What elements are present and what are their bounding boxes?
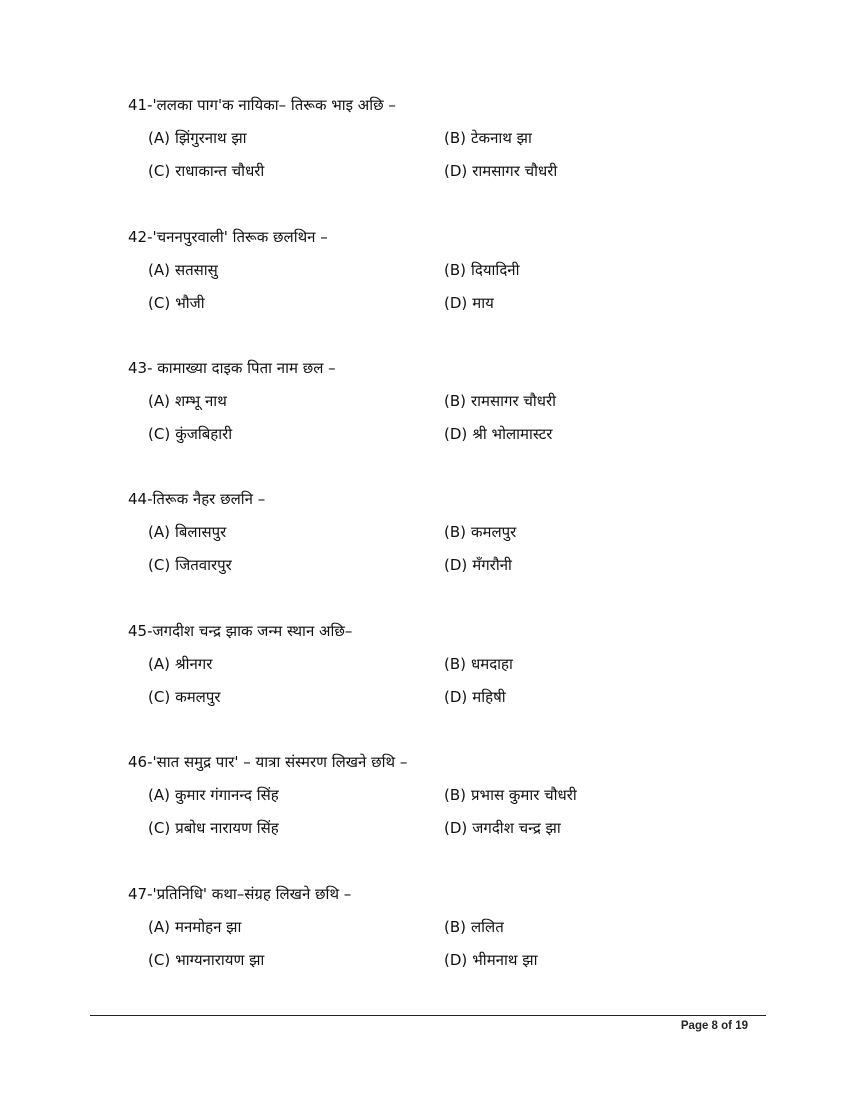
option-row [128,641,768,674]
question-46 [128,752,768,838]
option-text: धमदाहा [471,655,513,673]
option-text: श्री भोलामास्टर [472,425,553,443]
option-letter: (A) [148,786,170,804]
option-letter: (C) [148,425,171,443]
option-text: राधाकान्त चौधरी [175,162,265,180]
option-b [444,785,577,805]
question-45 [128,621,768,707]
option-row [128,937,768,970]
question-text: 47-'प्रतिनिधि' कथा–संग्रह लिखने छथि – [128,885,352,903]
option-text: जितवारपुर [175,556,232,574]
option-text: कमलपुर [471,523,517,541]
option-b [444,522,516,542]
option-text: सतसासु [174,261,218,279]
option-letter: (B) [444,392,466,410]
option-text: टेकनाथ झा [471,129,532,147]
option-letter: (D) [444,425,468,443]
option-letter: (B) [444,786,466,804]
option-c [148,424,232,444]
question-text: 41-'ललका पाग'क नायिका– तिरूक भाइ अछि – [128,96,396,114]
question-text: 43- कामाख्या दाइक पिता नाम छल – [128,359,336,377]
option-letter: (C) [148,951,171,969]
option-text: महिषी [472,688,506,706]
option-c [148,555,232,575]
question-41 [128,95,768,181]
option-letter: (A) [148,129,170,147]
option-letter: (A) [148,523,170,541]
option-text: कमलपुर [175,688,221,706]
option-text: बिलासपुर [174,523,227,541]
option-letter: (B) [444,655,466,673]
option-text: प्रभास कुमार चौधरी [471,786,577,804]
option-a [148,128,247,148]
option-c [148,293,205,313]
option-text: मनमोहन झा [174,918,242,936]
option-row [128,904,768,937]
option-text: भाग्यनारायण झा [175,951,265,969]
option-c [148,161,264,181]
option-letter: (B) [444,523,466,541]
question-44 [128,489,768,575]
option-letter: (A) [148,918,170,936]
option-row [128,674,768,707]
option-letter: (A) [148,392,170,410]
option-a [148,522,226,542]
option-row [128,411,768,444]
option-row [128,148,768,181]
option-row [128,247,768,280]
option-letter: (A) [148,261,170,279]
option-letter: (D) [444,162,468,180]
option-d [444,555,512,575]
question-text: 44-तिरूक नैहर छलनि – [128,490,266,508]
question-42 [128,227,768,313]
option-letter: (B) [444,918,466,936]
option-b [444,654,513,674]
option-b [444,917,504,937]
option-a [148,391,227,411]
option-text: ललित [471,918,504,936]
option-text: श्रीनगर [174,655,213,673]
option-a [148,785,279,805]
question-text: 42-'चननपुरवाली' तिरूक छलथिन – [128,228,328,246]
option-text: प्रबोध नारायण सिंह [175,819,279,837]
option-letter: (B) [444,261,466,279]
option-letter: (A) [148,655,170,673]
option-text: रामसागर चौधरी [472,162,558,180]
question-text: 45-जगदीश चन्द्र झाक जन्म स्थान अछि– [128,622,353,640]
page-number: Page 8 of 19 [680,1020,748,1032]
option-text: शम्भू नाथ [174,392,227,410]
option-a [148,654,212,674]
option-row [128,280,768,313]
option-a [148,260,218,280]
question-47 [128,884,768,970]
option-letter: (D) [444,951,468,969]
option-d [444,687,506,707]
option-text: कुमार गंगानन्द सिंह [174,786,279,804]
option-d [444,424,552,444]
option-row [128,509,768,542]
option-d [444,161,557,181]
option-text: झिंगुरनाथ झा [174,129,247,147]
option-text: रामसागर चौधरी [471,392,557,410]
option-letter: (D) [444,688,468,706]
option-d [444,818,561,838]
option-text: भौजी [175,294,205,312]
option-b [444,260,520,280]
option-d [444,950,537,970]
option-letter: (D) [444,556,468,574]
option-text: माय [472,294,494,312]
option-letter: (B) [444,129,466,147]
option-row [128,772,768,805]
option-row [128,115,768,148]
option-letter: (D) [444,294,468,312]
option-letter: (C) [148,688,171,706]
option-b [444,391,556,411]
option-text: मँगरौनी [472,556,512,574]
option-text: भीमनाथ झा [472,951,538,969]
option-row [128,542,768,575]
option-c [148,687,221,707]
option-b [444,128,532,148]
option-letter: (C) [148,819,171,837]
option-letter: (C) [148,294,171,312]
option-a [148,917,241,937]
option-c [148,818,279,838]
option-letter: (C) [148,162,171,180]
option-text: दियादिनी [471,261,520,279]
option-text: जगदीश चन्द्र झा [472,819,561,837]
question-43 [128,358,768,444]
option-letter: (C) [148,556,171,574]
footer-divider [90,1015,766,1016]
option-letter: (D) [444,819,468,837]
option-row [128,805,768,838]
option-c [148,950,264,970]
question-text: 46-'सात समुद्र पार' – यात्रा संस्मरण लिखने छथि – [128,753,408,771]
option-d [444,293,494,313]
option-row [128,378,768,411]
option-text: कुंजबिहारी [175,425,233,443]
